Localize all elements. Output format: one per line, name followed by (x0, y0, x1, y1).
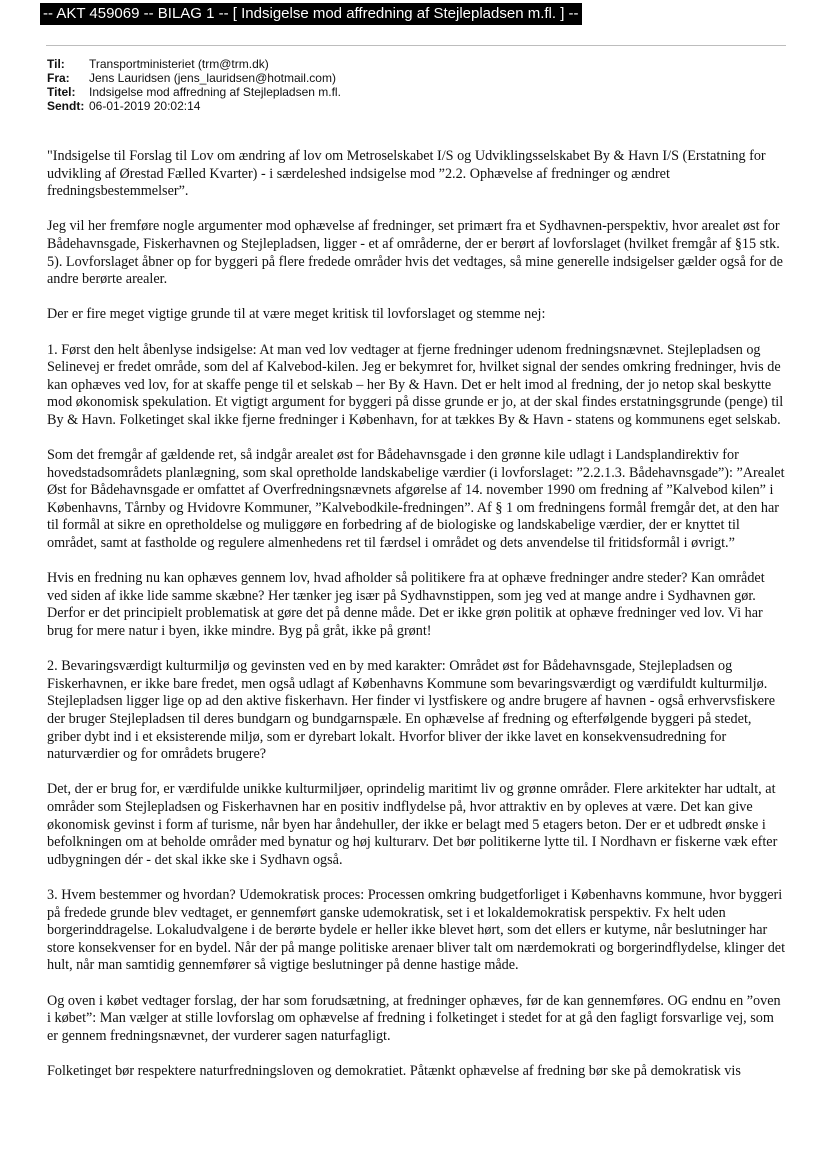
email-from-value: Jens Lauridsen (jens_lauridsen@hotmail.com) (89, 71, 336, 85)
email-to-value: Transportministeriet (trm@trm.dk) (89, 57, 269, 71)
email-to-row (47, 57, 341, 71)
email-sent-label: Sendt: (47, 99, 85, 113)
body-paragraph: 1. Først den helt åbenlyse indsigelse: At man ved lov vedtager at fjerne fredninger udenom fredningsnævnet. Stejlepladsen og Selinevej er fredet område, som del af Kalvebod-kilen. Jeg er bekymret for, hvilket signal der sendes omkring fredninger, hvis de kan ophæves ved lov, for at skaffe penge til et selskab – her By & Havn. Det er helt imod al fredning, der jo netop skal beskytte mod økonomisk spekulation. Et vigtigt argument for byggeri på disse grunde er jo, at der skal findes erstatningsgrunde (penge) til By & Havn. Folketinget skal ikke fjerne fredninger i København, for at tækkes By & Havn - statens og kommunens eget selskab. (47, 341, 784, 428)
email-metadata (47, 57, 341, 113)
email-sent-row (47, 99, 341, 113)
body-paragraph: Hvis en fredning nu kan ophæves gennem lov, hvad afholder så politikere fra at ophæve fredninger andre steder? Kan området ved siden af ikke lide samme skæbne? Her tænker jeg især på Sydhavnstippen, som jeg ved at mange andre i Sydhavnen gør. Derfor er det principielt problematisk at gøre det på denne måde. Det er ikke grøn politik at ophæve fredninger ved lov. Vi har brug for mere natur i byen, ikke mindre. Byg på gråt, ikke på grønt! (47, 570, 765, 640)
email-body (47, 148, 787, 1098)
document-header-banner: -- AKT 459069 -- BILAG 1 -- [ Indsigelse mod affredning af Stejlepladsen m.fl. ] -- (40, 3, 582, 25)
email-to-label: Til: (47, 57, 65, 71)
body-paragraph: Der er fire meget vigtige grunde til at være meget kritisk til lovforslaget og stemme nej: (47, 306, 546, 323)
email-title-row (47, 85, 341, 99)
email-from-row (47, 71, 341, 85)
email-title-label: Titel: (47, 85, 76, 99)
body-paragraph: "Indsigelse til Forslag til Lov om ændring af lov om Metroselskabet I/S og Udviklingsselskabet By & Havn I/S (Erstatning for udvikling af Ørestad Fælled Kvarter) - i særdeleshed indsigelse mod ”2.2. Ophævelse af fredninger og ændret fredningsbestemmelser”. (47, 148, 766, 200)
body-paragraph: Jeg vil her fremføre nogle argumenter mod ophævelse af fredninger, set primært fra et Sydhavnen-perspektiv, hvor arealet øst for Bådehavnsgade, Fiskerhavnen og Stejlepladsen, ligger - et af områderne, der er berørt af lovforslaget (hvilket fremgår af §15 stk. 5). Lovforslaget åbner op for byggeri på flere fredede områder hvis det vedtages, så mine generelle indsigelser gælder også for de andre berørte arealer. (47, 218, 783, 288)
header-divider (46, 45, 786, 46)
email-from-label: Fra: (47, 71, 70, 85)
body-paragraph: Og oven i købet vedtager forslag, der har som forudsætning, at fredninger ophæves, før de kan gennemføres. OG endnu en ”oven i købet”: Man vælger at stille lovforslag om ophævelse af fredning i folketinget i stedet for at gå den fagligt forsvarlige vej, som er gennem fredningsnævnet, der vurderer sagen naturfagligt. (47, 992, 781, 1044)
email-title-value: Indsigelse mod affredning af Stejlepladsen m.fl. (89, 85, 341, 99)
body-paragraph: Som det fremgår af gældende ret, så indgår arealet øst for Bådehavnsgade i den grønne kile udlagt i Landsplandirektiv for hovedstadsområdets planlægning, som skal opretholde landskabelige værdier (i lovforslaget: ”2.2.1.3. Bådehavnsgade”): ”Arealet Øst for Bådehavnsgade er omfattet af Overfredningsnævnets afgørelse af 14. november 1990 om fredning af ”Kalvebod kilen” i Københavns, Tårnby og Hvidovre Kommuner, ”Kalvebodkile-fredningen”. Af § 1 om fredningens formål fremgår det, at den har til formål at sikre en opretholdelse og muliggøre en forbedring af de biologiske og landskabelige værdier, der er knyttet til området, samt at fastholde og regulere almenhedens ret til færdsel i området og dets anvendelse til fritidsformål i øvrigt.” (47, 447, 785, 552)
email-sent-value: 06-01-2019 20:02:14 (89, 99, 201, 113)
body-paragraph: Folketinget bør respektere naturfredningsloven og demokratiet. Påtænkt ophævelse af fredning bør ske på demokratisk vis (47, 1062, 741, 1079)
body-paragraph: 3. Hvem bestemmer og hvordan? Udemokratisk proces: Processen omkring budgetforliget i Københavns kommune, hvor byggeri på fredede grunde blev vedtaget, er gennemført ganske udemokratisk, set i et lokaldemokratisk perspektiv. Fx helt uden borgerinddragelse. Lokaludvalgene i de berørte bydele er heller ikke blevet hørt, som det ellers er kutyme, når beslutninger har store konsekvenser for en bydel. Når der på mange politiske arenaer bliver talt om nærdemokrati og borgerindflydelse, klinger det hult, når man samtidig gennemfører så vigtige beslutninger på denne hastige måde. (47, 886, 786, 974)
body-paragraph: Det, der er brug for, er værdifulde unikke kulturmiljøer, oprindelig maritimt liv og grønne områder. Flere arkitekter har udtalt, at områder som Stejlepladsen og Fiskerhavnen har en positiv indflydelse på, hvor attraktiv en by opleves at være. Det kan give økonomisk gevinst i form af turisme, når byen har åndehuller, der ikke er belagt med 5 etagers beton. Der er et udbredt ønske i befolkningen om at beholde områder med bynatur og høj kulturarv. Det bør politikerne lytte til. I Nordhavn er fiskerne væk efter udbygningen dér - det skal ikke ske i Sydhavn også. (47, 781, 778, 868)
body-paragraph: 2. Bevaringsværdigt kulturmiljø og gevinsten ved en by med karakter: Området øst for Bådehavnsgade, Stejlepladsen og Fiskerhavnen, er ikke bare fredet, men også udlagt af Københavns Kommune som bevaringsværdigt og værdifuldt kulturmiljø. Stejlepladsen ligger lige op ad den aktive fiskerhavn. Her finder vi lystfiskere og andre brugere af havnen - også erhvervsfiskere der bruger Stejlepladsen til deres bundgarn og bundgarnspæle. En ophævelse af fredning og efterfølgende byggeri på stedet, griber dybt ind i et eksisterende miljø, som er dyrebart lokalt. Hvorfor bliver der ikke lavet en konsekvensudredning for naturværdier og for områdets brugere? (47, 658, 776, 763)
